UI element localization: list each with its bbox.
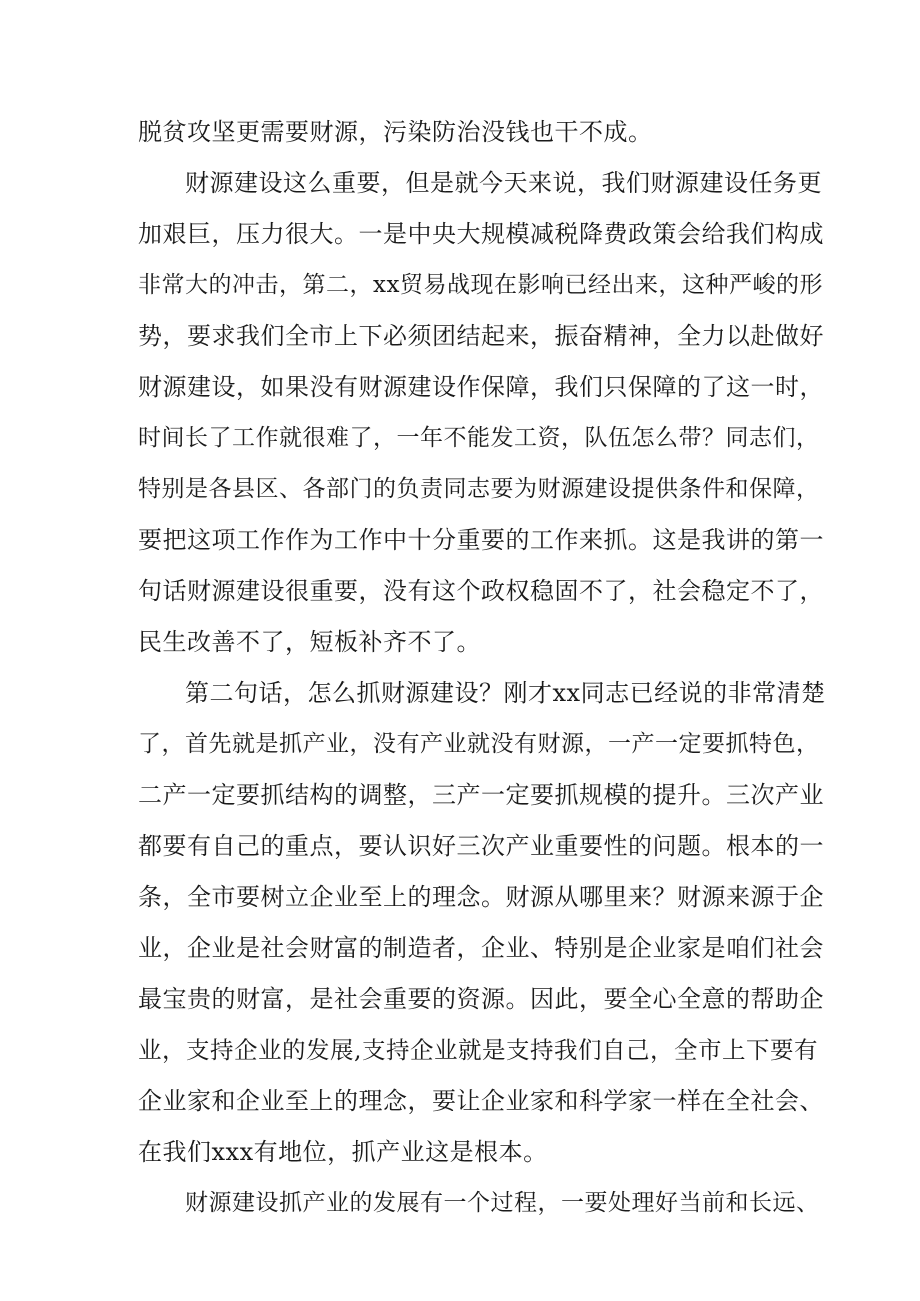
- paragraph-start-line: 第二句话，怎么抓财源建设？刚才xx同志已经说的非常清楚: [185, 679, 826, 707]
- text-line-21: 在我们xxx有地位，抓产业这是根本。: [138, 1138, 548, 1166]
- text-line-10: 句话财源建设很重要，没有这个政权稳固不了，社会稳定不了，: [138, 577, 824, 605]
- text-line-8: 特别是各县区、各部门的负责同志要为财源建设提供条件和保障，: [138, 476, 820, 502]
- text-line-14: 二产一定要抓结构的调整，三产一定要抓规模的提升。三次产业: [138, 781, 824, 809]
- text-line-20: 企业家和企业至上的理念，要让企业家和科学家一样在全社会、: [138, 1087, 824, 1115]
- paragraph-start-line: 财源建设抓产业的发展有一个过程，一要处理好当前和长远、: [185, 1190, 820, 1216]
- text-line-19: 业，支持企业的发展,支持企业就是支持我们自己，全市上下要有: [138, 1036, 818, 1064]
- text-line-13: 了，首先就是抓产业，没有产业就没有财源，一产一定要抓特色，: [138, 731, 820, 757]
- text-line-5: 势，要求我们全市上下必须团结起来，振奋精神，全力以赴做好: [138, 322, 824, 350]
- text-line-11: 民生改善不了，短板补齐不了。: [138, 628, 481, 656]
- text-line-18: 最宝贵的财富，是社会重要的资源。因此，要全心全意的帮助企: [138, 985, 824, 1013]
- paragraph-start-line: 财源建设这么重要，但是就今天来说，我们财源建设任务更: [185, 169, 822, 197]
- text-line-15: 都要有自己的重点，要认识好三次产业重要性的问题。根本的一: [138, 832, 824, 860]
- text-line-7: 时间长了工作就很难了，一年不能发工资，队伍怎么带？同志们，: [138, 425, 820, 451]
- text-line-9: 要把这项工作作为工作中十分重要的工作来抓。这是我讲的第一: [138, 526, 824, 554]
- text-line-17: 业，企业是社会财富的制造者，企业、特别是企业家是咱们社会: [138, 934, 824, 962]
- text-line-4: 非常大的冲击，第二，xx贸易战现在影响已经出来，这种严峻的形: [138, 272, 823, 298]
- text-line-6: 财源建设，如果没有财源建设作保障，我们只保障的了这一时，: [138, 373, 824, 401]
- text-line-16: 条，全市要树立企业至上的理念。财源从哪里来？财源来源于企: [138, 883, 824, 911]
- text-line-3: 加艰巨，压力很大。一是中央大规模减税降费政策会给我们构成: [138, 220, 824, 248]
- text-line-1: 脱贫攻坚更需要财源，污染防治没钱也干不成。: [138, 118, 653, 146]
